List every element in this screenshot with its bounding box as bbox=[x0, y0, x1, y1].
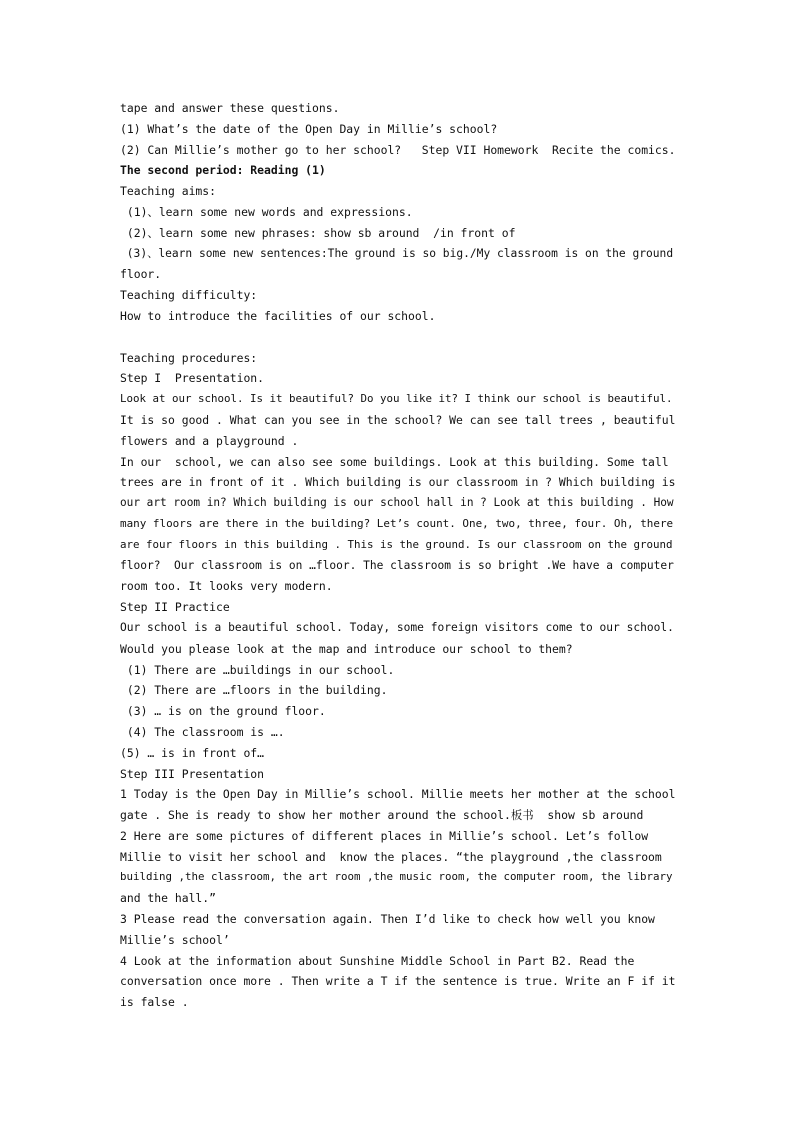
text-line: (4) The classroom is …. bbox=[120, 724, 285, 739]
text-line: In our school, we can also see some buildings. Look at this building. Some tall bbox=[120, 454, 669, 469]
text-line: our art room in? Which building is our school hall in ? Look at this building . How bbox=[120, 496, 674, 510]
text-line: 3 Please read the conversation again. Then I’d like to check how well you know bbox=[120, 912, 655, 927]
text-line: 2 Here are some pictures of different places in Millie’s school. Let’s follow bbox=[120, 828, 649, 843]
document-page bbox=[120, 98, 676, 1013]
text-line: are four floors in this building . This is the ground. Is our classroom on the ground bbox=[120, 537, 673, 551]
text-line: flowers and a playground . bbox=[120, 433, 299, 448]
text-line: conversation once more . Then write a T if the sentence is true. Write an F if it bbox=[120, 974, 676, 989]
text-line: trees are in front of it . Which building is our classroom in ? Which building is bbox=[120, 475, 676, 490]
text-line: floor? Our classroom is on …floor. The classroom is so bright .We have a computer bbox=[120, 558, 674, 572]
text-line: (1)、learn some new words and expressions. bbox=[120, 204, 413, 219]
text-line: Step I Presentation. bbox=[120, 371, 265, 386]
text-line: many floors are there in the building? Let’s count. One, two, three, four. Oh, there bbox=[120, 516, 674, 530]
text-line: floor. bbox=[120, 267, 162, 282]
text-line: (2) Can Millie’s mother go to her school? Step VII Homework Recite the comics. bbox=[120, 142, 676, 157]
text-line: (3)、learn some new sentences:The ground is so big./My classroom is on the ground bbox=[120, 246, 674, 260]
text-line: Millie’s school’ bbox=[120, 932, 230, 947]
text-line: (3) … is on the ground floor. bbox=[120, 704, 326, 719]
text-line: room too. It looks very modern. bbox=[120, 579, 333, 594]
text-line bbox=[120, 327, 676, 348]
text-line: (5) … is in front of… bbox=[120, 745, 265, 760]
text-line: (1) What’s the date of the Open Day in Millie’s school? bbox=[120, 121, 498, 136]
text-line: How to introduce the facilities of our school. bbox=[120, 308, 436, 323]
text-line: It is so good . What can you see in the school? We can see tall trees , beautiful bbox=[120, 412, 676, 427]
text-line: Our school is a beautiful school. Today, some foreign visitors come to our school. bbox=[120, 620, 674, 634]
text-line: is false . bbox=[120, 995, 189, 1010]
text-line: and the hall.” bbox=[120, 891, 217, 906]
text-line: Millie to visit her school and know the places. “the playground ,the classroom bbox=[120, 849, 662, 864]
text-line: Teaching aims: bbox=[120, 184, 217, 199]
text-line: 4 Look at the information about Sunshine Middle School in Part B2. Read the bbox=[120, 953, 635, 968]
text-line: Step II Practice bbox=[120, 600, 230, 615]
text-line: Look at our school. Is it beautiful? Do you like it? I think our school is beautiful. bbox=[120, 392, 673, 406]
text-line: Would you please look at the map and introduce our school to them? bbox=[120, 641, 573, 656]
text-line: (2)、learn some new phrases: show sb around /in front of bbox=[120, 225, 516, 240]
text-line: gate . She is ready to show her mother around the school.板书 show sb around bbox=[120, 808, 644, 823]
text-line: (1) There are …buildings in our school. bbox=[120, 662, 395, 677]
text-line: (2) There are …floors in the building. bbox=[120, 683, 388, 698]
text-line: Teaching procedures: bbox=[120, 350, 258, 365]
text-line: Teaching difficulty: bbox=[120, 288, 258, 303]
text-line: building ,the classroom, the art room ,the music room, the computer room, the library bbox=[120, 870, 673, 884]
text-line: Step III Presentation bbox=[120, 766, 265, 781]
text-line: tape and answer these questions. bbox=[120, 101, 340, 115]
section-heading: The second period: Reading (1) bbox=[120, 163, 326, 178]
text-line: 1 Today is the Open Day in Millie’s school. Millie meets her mother at the school bbox=[120, 787, 676, 802]
